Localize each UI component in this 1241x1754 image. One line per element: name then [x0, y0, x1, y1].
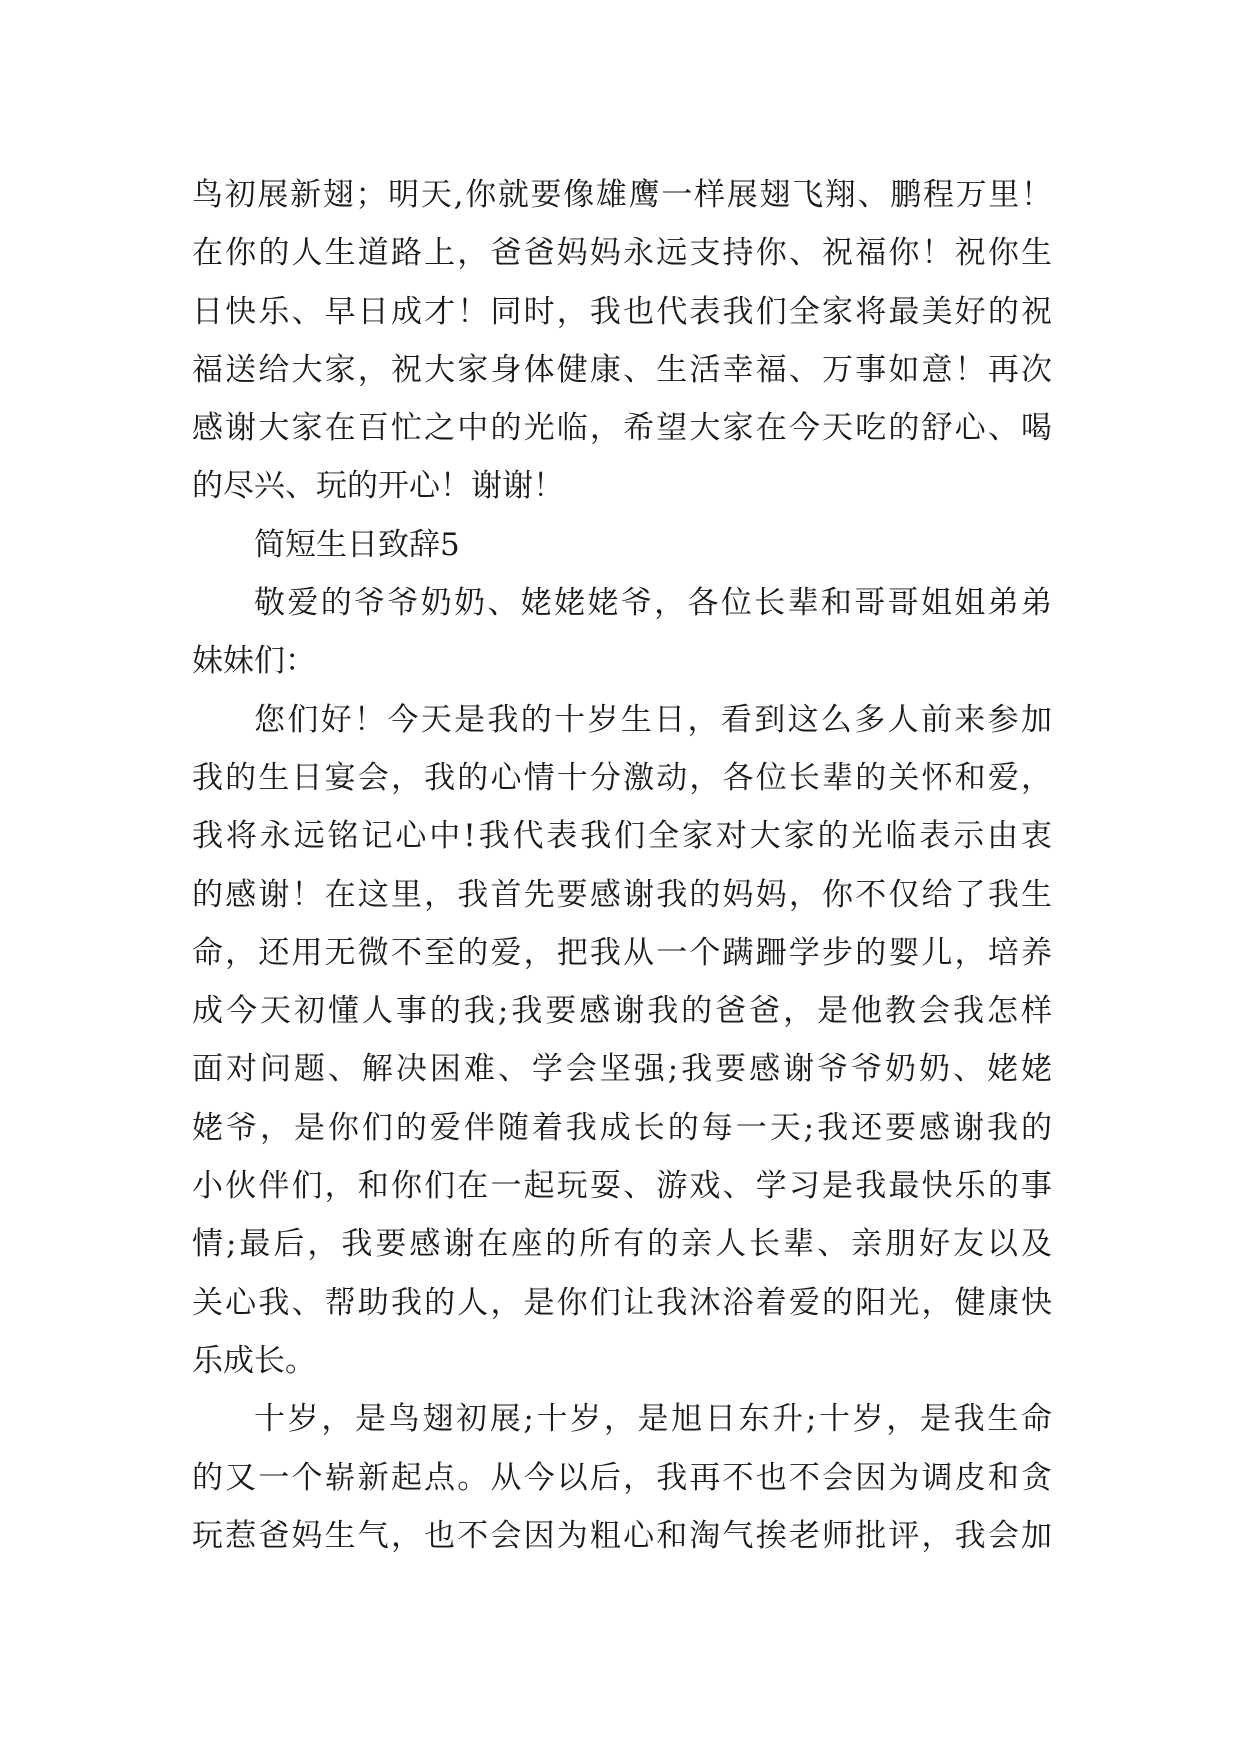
text-line: 姥爷，是你们的爱伴随着我成长的每一天;我还要感谢我的	[192, 1109, 1052, 1146]
text-line: 十岁，是鸟翅初展;十岁，是旭日东升;十岁，是我生命	[254, 1401, 1052, 1438]
text-line: 玩惹爸妈生气，也不会因为粗心和淘气挨老师批评，我会加	[192, 1517, 1052, 1554]
text-line: 我将永远铭记心中!我代表我们全家对大家的光临表示由衷	[192, 818, 1052, 855]
text-line: 鸟初展新翅；明天,你就要像雄鹰一样展翅飞翔、鹏程万里！	[192, 177, 1052, 213]
text-line: 您们好！今天是我的十岁生日，看到这么多人前来参加	[254, 701, 1052, 738]
text-line: 情;最后，我要感谢在座的所有的亲人长辈、亲朋好友以及	[192, 1226, 1052, 1263]
text-line: 的尽兴、玩的开心！谢谢！	[192, 468, 564, 505]
text-line: 小伙伴们，和你们在一起玩耍、游戏、学习是我最快乐的事	[192, 1168, 1052, 1205]
text-line: 感谢大家在百忙之中的光临，希望大家在今天吃的舒心、喝	[192, 410, 1052, 447]
text-line: 关心我、帮助我的人，是你们让我沐浴着爱的阳光，健康快	[192, 1284, 1052, 1321]
text-line: 成今天初懂人事的我;我要感谢我的爸爸，是他教会我怎样	[192, 993, 1052, 1030]
text-line: 命，还用无微不至的爱，把我从一个蹒跚学步的婴儿，培养	[192, 934, 1052, 971]
text-line: 敬爱的爷爷奶奶、姥姥姥爷，各位长辈和哥哥姐姐弟弟	[254, 585, 1052, 622]
text-line: 我的生日宴会，我的心情十分激动，各位长辈的关怀和爱，	[192, 759, 1052, 796]
document-body	[192, 166, 1052, 1565]
text-line: 妹妹们：	[192, 643, 316, 680]
text-line: 面对问题、解决困难、学会坚强;我要感谢爷爷奶奶、姥姥	[192, 1051, 1052, 1088]
text-line: 日快乐、早日成才！同时，我也代表我们全家将最美好的祝	[192, 293, 1052, 330]
text-line: 在你的人生道路上，爸爸妈妈永远支持你、祝福你！祝你生	[192, 235, 1052, 272]
text-line: 的感谢！在这里，我首先要感谢我的妈妈，你不仅给了我生	[192, 876, 1052, 913]
text-line: 的又一个崭新起点。从今以后，我再不也不会因为调皮和贪	[192, 1459, 1052, 1496]
text-line: 乐成长。	[192, 1342, 316, 1379]
section-heading: 简短生日致辞5	[254, 526, 460, 563]
text-line: 福送给大家，祝大家身体健康、生活幸福、万事如意！再次	[192, 351, 1052, 388]
